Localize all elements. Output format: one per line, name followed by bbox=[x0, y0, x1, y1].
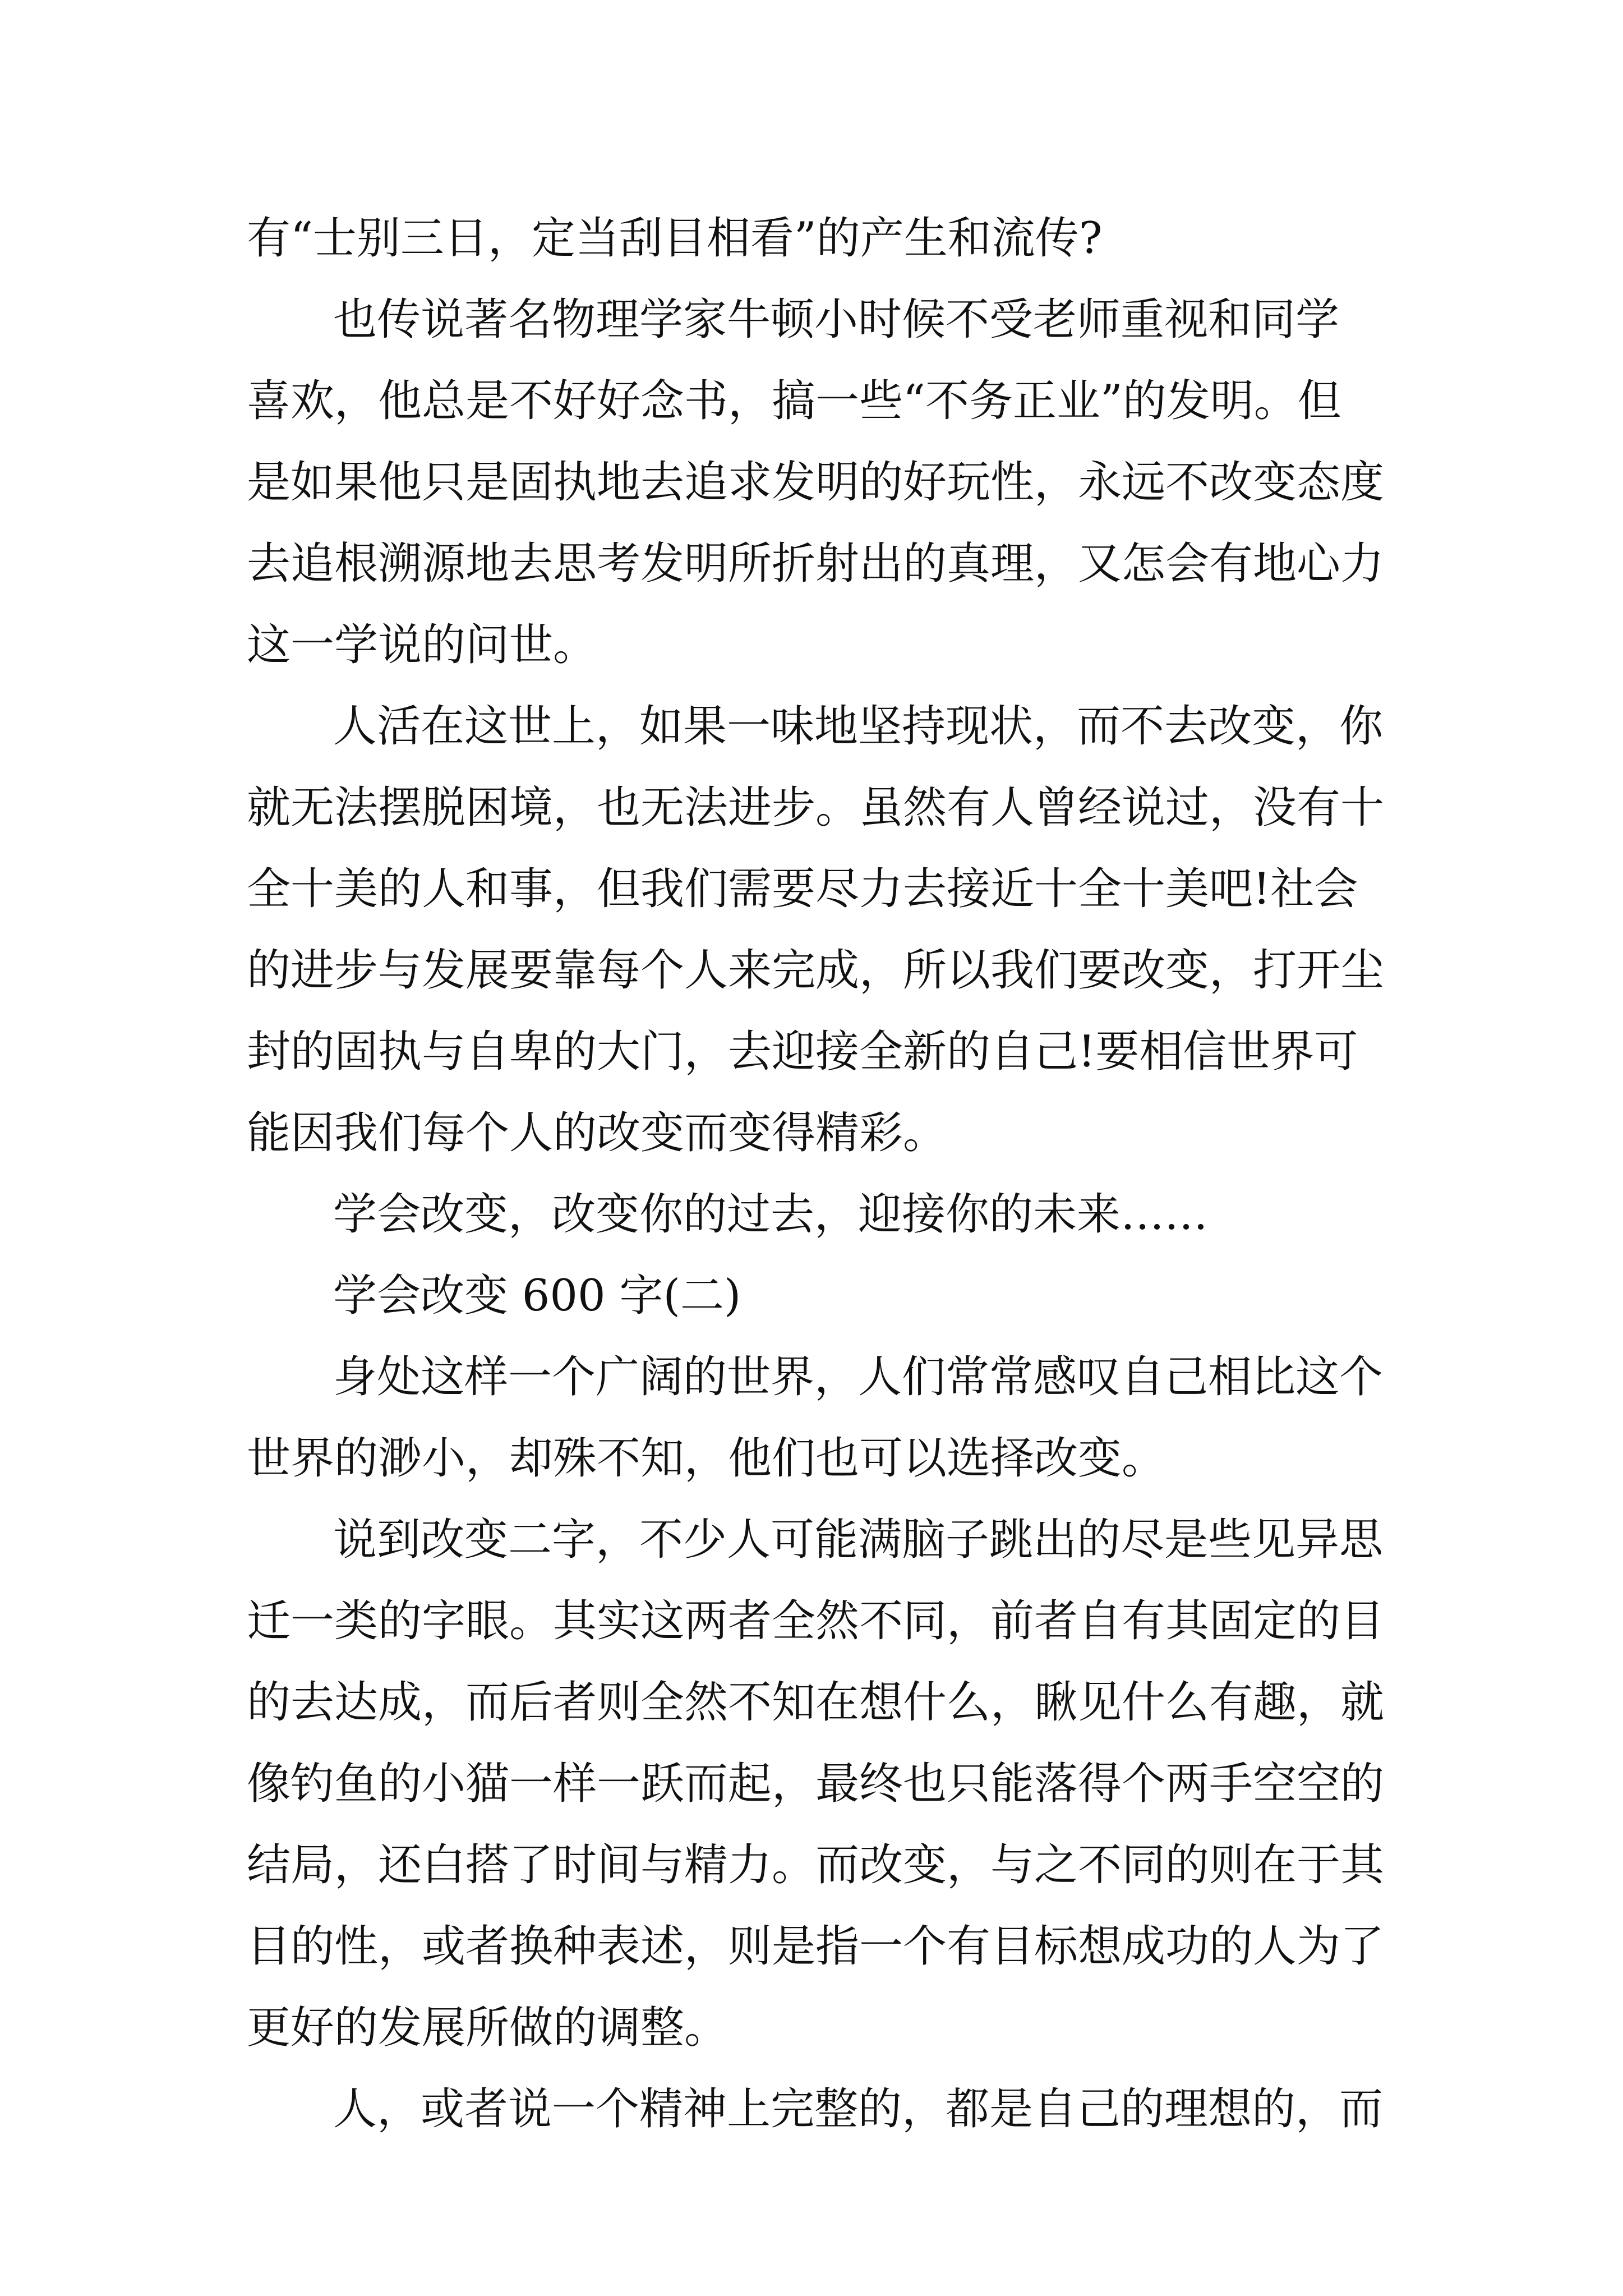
text-line: 这一学说的问世。 bbox=[247, 620, 597, 670]
text-line: 能因我们每个人的改变而变得精彩。 bbox=[247, 1108, 947, 1158]
section-heading: 学会改变 600 字(二) bbox=[333, 1271, 741, 1321]
text-line: 有“士别三日，定当刮目相看”的产生和流传? bbox=[247, 213, 1103, 264]
text-line: 身处这样一个广阔的世界，人们常常感叹自己相比这个 bbox=[333, 1352, 1384, 1402]
text-line: 学会改变，改变你的过去，迎接你的未来…… bbox=[333, 1189, 1209, 1240]
text-line: 人，或者说一个精神上完整的，都是自己的理想的，而 bbox=[333, 2084, 1384, 2134]
text-line: 也传说著名物理学家牛顿小时候不受老师重视和同学 bbox=[333, 295, 1340, 345]
text-line: 是如果他只是固执地去追求发明的好玩性，永远不改变态度 bbox=[247, 457, 1385, 508]
text-line: 迁一类的字眼。其实这两者全然不同，前者自有其固定的目 bbox=[247, 1596, 1385, 1646]
text-line: 像钓鱼的小猫一样一跃而起，最终也只能落得个两手空空的 bbox=[247, 1759, 1385, 1809]
text-line: 更好的发展所做的调整。 bbox=[247, 2003, 728, 2053]
text-line: 就无法摆脱困境，也无法进步。虽然有人曾经说过，没有十 bbox=[247, 783, 1385, 833]
text-line: 说到改变二字，不少人可能满脑子跳出的尽是些见异思 bbox=[333, 1515, 1384, 1565]
text-line: 人活在这世上，如果一味地坚持现状，而不去改变，你 bbox=[333, 701, 1384, 752]
text-line: 全十美的人和事，但我们需要尽力去接近十全十美吧!社会 bbox=[247, 864, 1358, 914]
text-line: 的去达成，而后者则全然不知在想什么，瞅见什么有趣，就 bbox=[247, 1677, 1385, 1728]
text-line: 去追根溯源地去思考发明所折射出的真理，又怎会有地心力 bbox=[247, 539, 1385, 589]
text-line: 的进步与发展要靠每个人来完成，所以我们要改变，打开尘 bbox=[247, 945, 1385, 996]
text-line: 喜欢，他总是不好好念书，搞一些“不务正业”的发明。但 bbox=[247, 376, 1341, 426]
text-line: 结局，还白搭了时间与精力。而改变，与之不同的则在于其 bbox=[247, 1840, 1385, 1890]
text-line: 世界的渺小，却殊不知，他们也可以选择改变。 bbox=[247, 1433, 1166, 1484]
text-line: 目的性，或者换种表述，则是指一个有目标想成功的人为了 bbox=[247, 1921, 1385, 1972]
text-line: 封的固执与自卑的大门，去迎接全新的自己!要相信世界可 bbox=[247, 1027, 1358, 1077]
